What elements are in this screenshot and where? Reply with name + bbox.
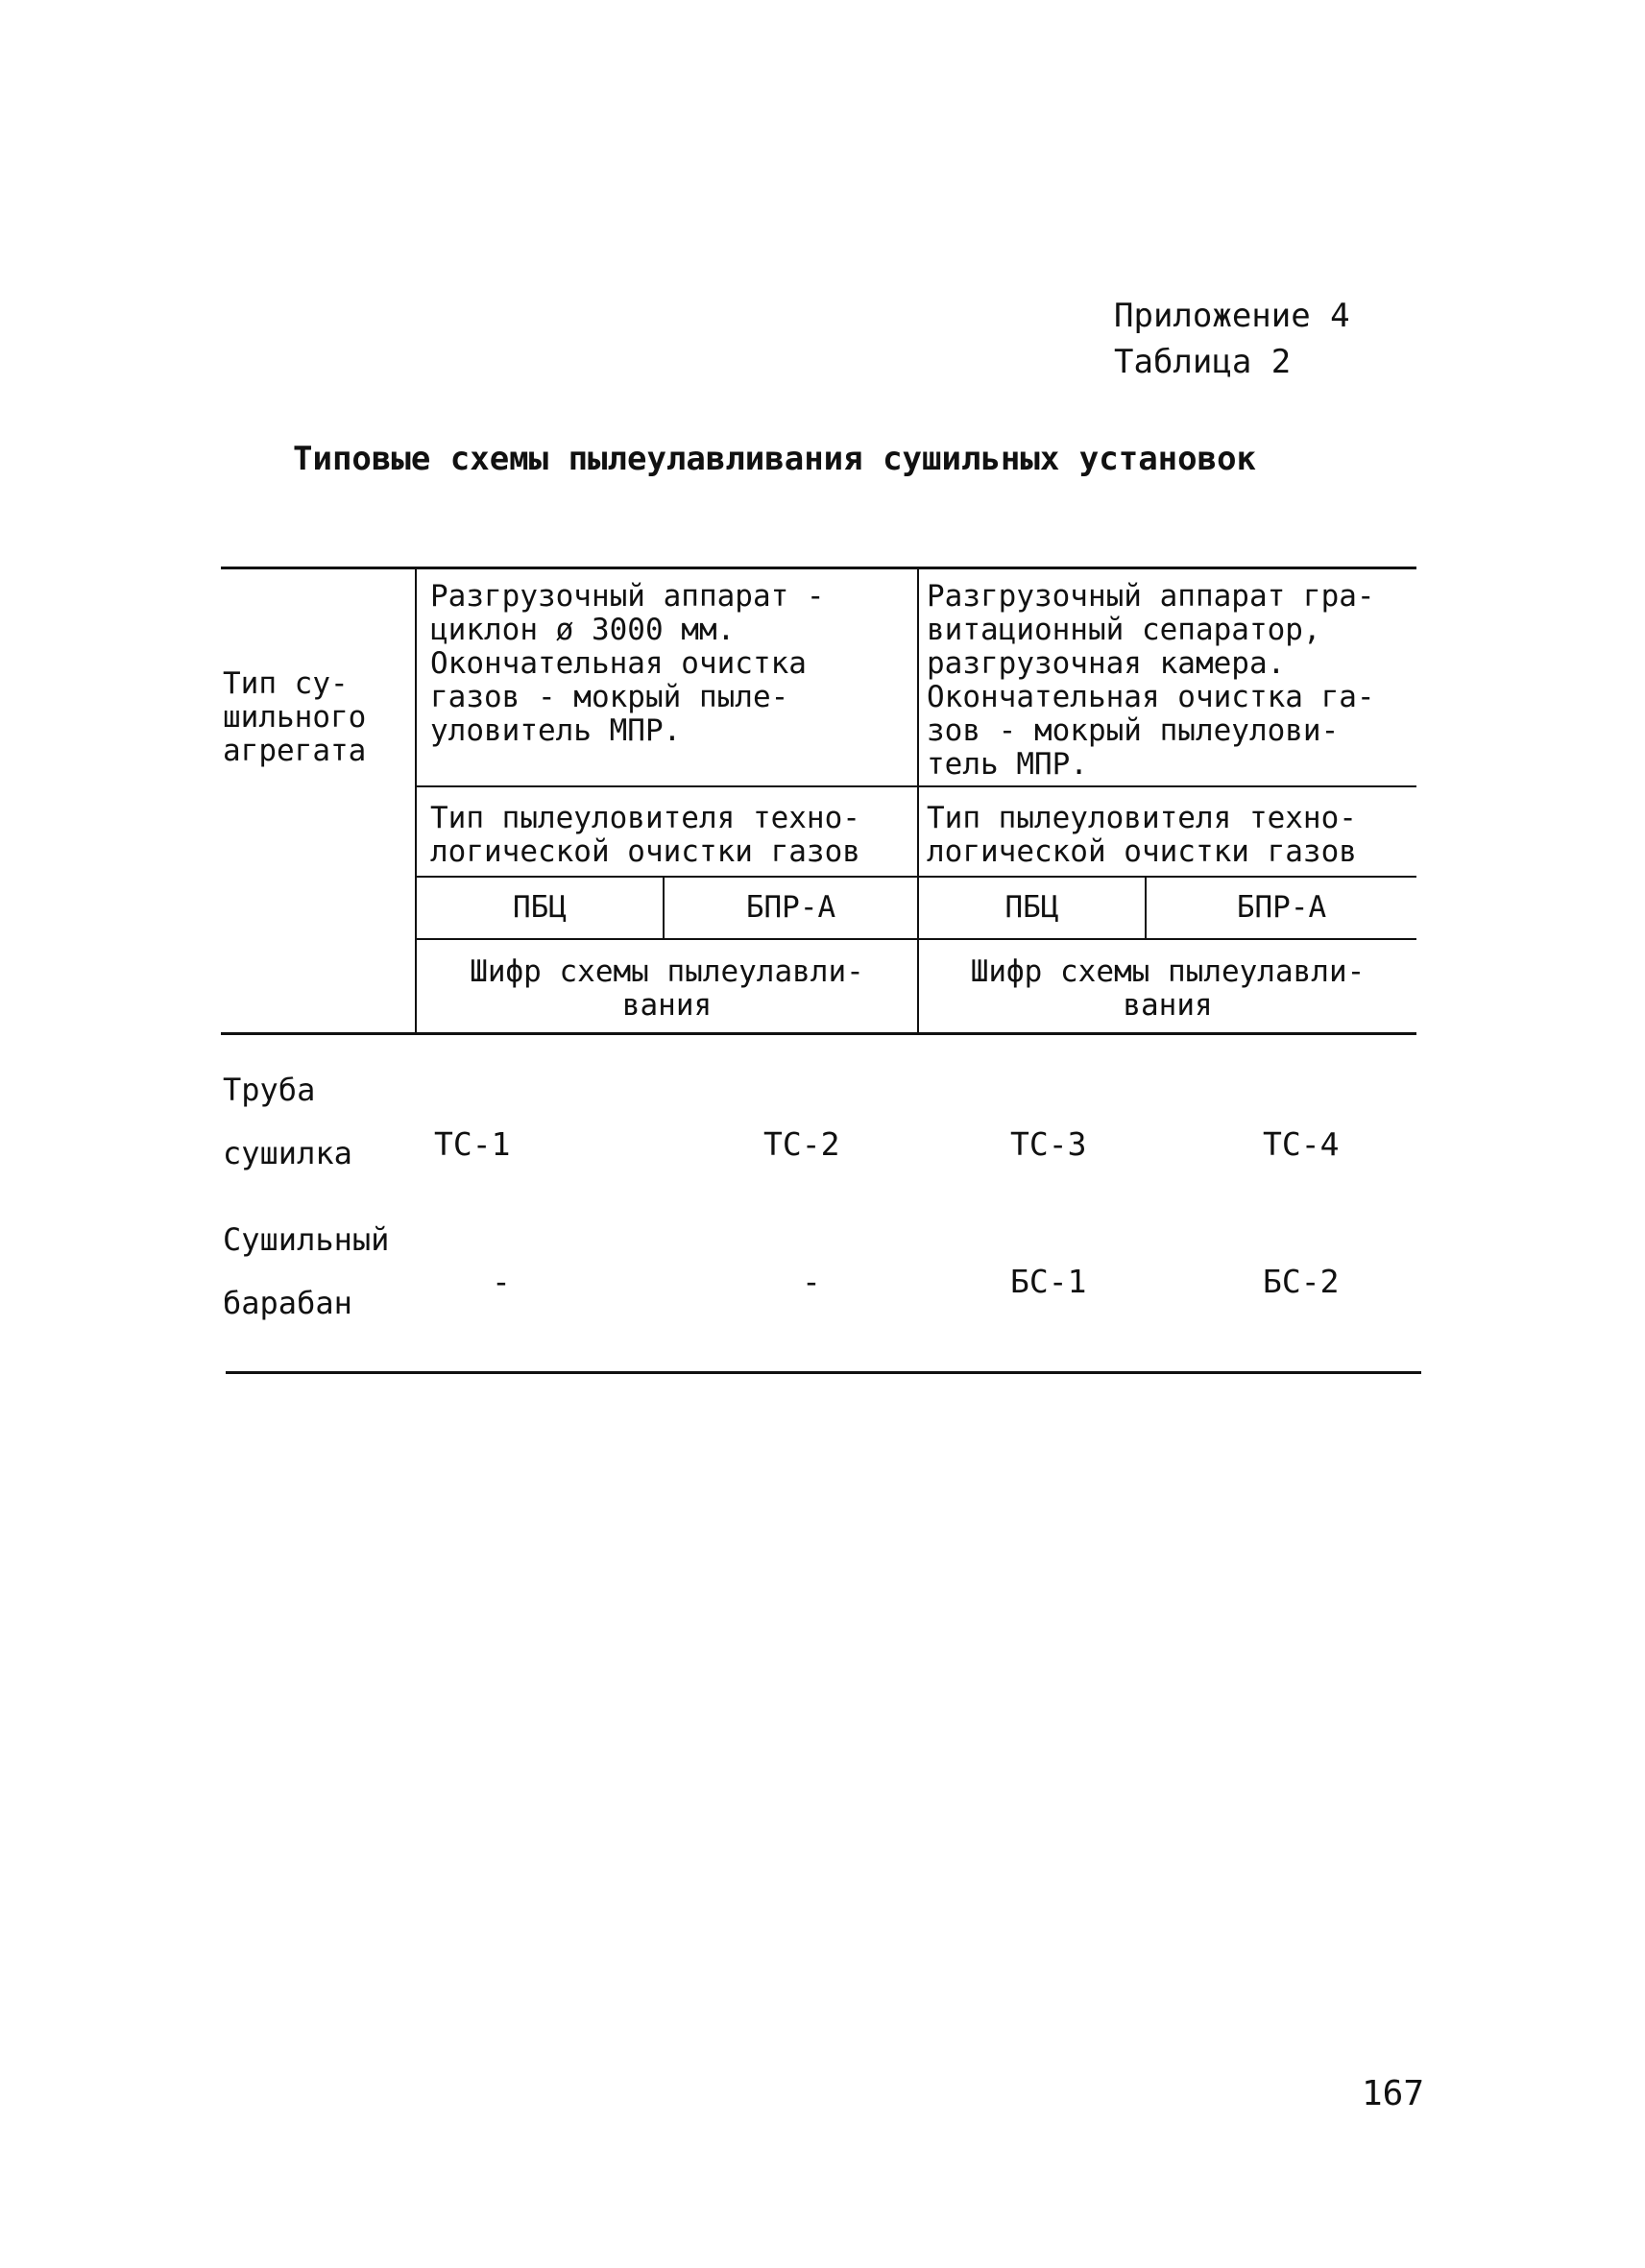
row-label: Сушильный барабан bbox=[223, 1221, 390, 1321]
cell-value: БС-1 bbox=[1010, 1263, 1087, 1300]
cell-value: - bbox=[492, 1263, 511, 1300]
table-number: Таблица 2 bbox=[1114, 343, 1292, 381]
group2-description: Разгрузочный аппарат гра- витационный сепаратор, разгрузочная камера. Окончательная очистка га- зов - мокрый пылеулови- тель МПР. bbox=[927, 579, 1375, 782]
group1-description: Разгрузочный аппарат - циклон ø 3000 мм. Окончательная очистка газов - мокрый пыле- уловитель МПР. bbox=[430, 579, 825, 748]
group2-col-a: ПБЦ bbox=[1004, 890, 1059, 925]
appendix-header bbox=[1114, 293, 1350, 385]
group2-col-b: БПР-А bbox=[1236, 890, 1327, 925]
cell-value: ТС-3 bbox=[1010, 1125, 1087, 1163]
rule-under-collector-type bbox=[415, 876, 1416, 878]
stub-header: Тип су- шильного агрегата bbox=[223, 666, 367, 768]
cell-value: ТС-2 bbox=[763, 1125, 840, 1163]
cell-value: БС-2 bbox=[1263, 1263, 1340, 1300]
table-top-rule bbox=[221, 567, 1416, 569]
page-number: 167 bbox=[1362, 2074, 1425, 2113]
page-title: Типовые схемы пылеулавливания сушильных установок bbox=[293, 440, 1257, 478]
rule-under-collectors bbox=[415, 938, 1416, 940]
group1-scheme-code: Шифр схемы пылеулавли- вания bbox=[470, 954, 864, 1023]
table-bottom-rule bbox=[226, 1371, 1421, 1374]
cell-value: ТС-4 bbox=[1263, 1125, 1340, 1163]
cell-value: ТС-1 bbox=[434, 1125, 511, 1163]
row-label: Труба сушилка bbox=[223, 1072, 352, 1171]
appendix-label: Приложение 4 bbox=[1114, 297, 1350, 335]
group2-collector-type: Тип пылеуловителя техно- логической очистки газов bbox=[927, 801, 1357, 869]
cell-value: - bbox=[802, 1263, 821, 1300]
group2-scheme-code: Шифр схемы пылеулавли- вания bbox=[970, 954, 1366, 1023]
group1-col-b: БПР-А bbox=[745, 890, 836, 925]
table-header-bottom-rule bbox=[221, 1032, 1416, 1035]
group1-col-a: ПБЦ bbox=[513, 890, 567, 925]
group1-collector-type: Тип пылеуловителя техно- логической очистки газов bbox=[430, 801, 860, 869]
rule-under-descriptions bbox=[415, 785, 1416, 787]
